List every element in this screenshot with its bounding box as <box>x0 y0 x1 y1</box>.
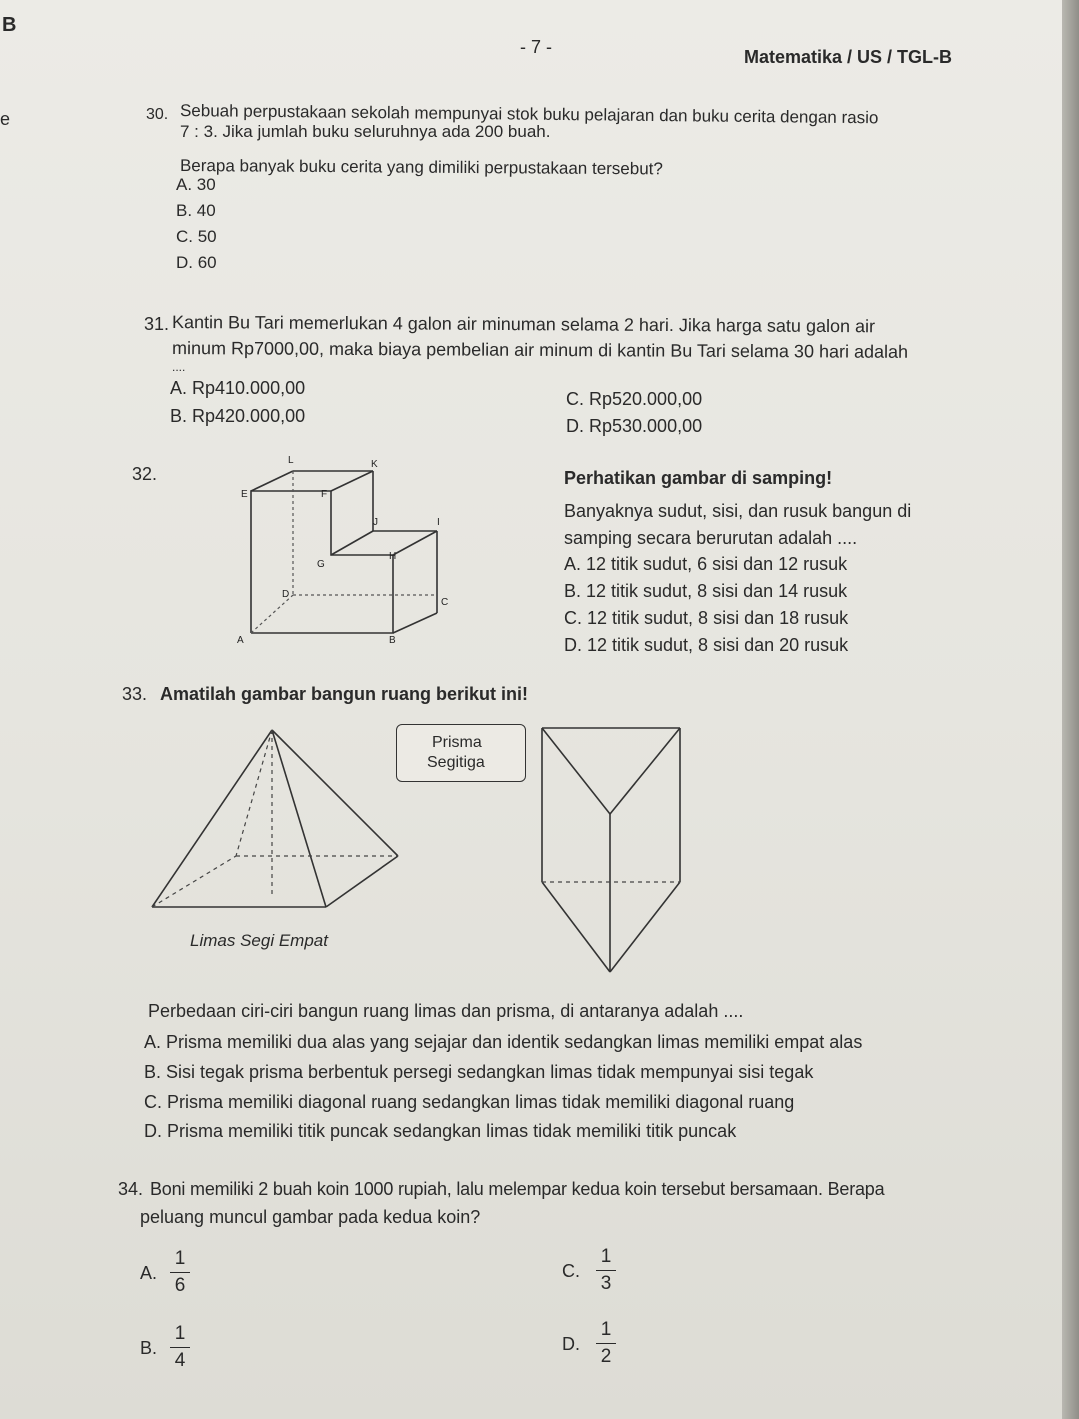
fraction-denominator: 6 <box>174 1275 186 1296</box>
q34-option-d-letter[interactable]: D. <box>562 1334 580 1354</box>
fraction-numerator: 1 <box>174 1323 186 1344</box>
q31-text-line2: minum Rp7000,00, maka biaya pembelian air minum di kantin Bu Tari selama 30 hari adalah <box>171 338 909 362</box>
figure-label-D: D <box>282 589 290 600</box>
q34-text-line2: peluang muncul gambar pada kedua koin? <box>140 1207 481 1227</box>
q33-option-d[interactable]: D. Prisma memiliki titik puncak sedangkan limas tidak memiliki titik puncak <box>144 1121 737 1141</box>
prism-label-line1: Prisma <box>432 734 482 751</box>
q32-option-b[interactable]: B. 12 titik sudut, 8 sisi dan 14 rusuk <box>564 581 848 601</box>
q34-option-b-fraction[interactable] <box>170 1323 190 1372</box>
q33-instruction: Amatilah gambar bangun ruang berikut ini! <box>160 684 529 704</box>
q31-number: 31. <box>144 314 170 334</box>
q31-text-line1: Kantin Bu Tari memerlukan 4 galon air minuman selama 2 hari. Jika harga satu galon air <box>171 312 876 337</box>
corner-letter: B <box>2 14 17 36</box>
q34-number: 34. <box>118 1179 144 1199</box>
page-number: - 7 - <box>520 37 553 57</box>
pyramid-label: Limas Segi Empat <box>190 931 328 950</box>
q34-option-d-fraction[interactable] <box>596 1319 616 1368</box>
q30-text-line1: Sebuah perpustakaan sekolah mempunyai stok buku pelajaran dan buku cerita dengan rasio <box>179 101 879 128</box>
q33-question: Perbedaan ciri-ciri bangun ruang limas dan prisma, di antaranya adalah .... <box>148 1001 744 1021</box>
fraction-bar <box>596 1343 616 1344</box>
figure-label-B: B <box>389 635 396 646</box>
figure-label-G: G <box>317 559 325 570</box>
fraction-denominator: 4 <box>174 1350 186 1371</box>
fraction-bar <box>170 1347 190 1348</box>
q30-question: Berapa banyak buku cerita yang dimiliki perpustakaan tersebut? <box>179 156 663 179</box>
q32-option-c[interactable]: C. 12 titik sudut, 8 sisi dan 18 rusuk <box>564 608 849 628</box>
q32-number: 32. <box>132 464 158 484</box>
q30-option-c[interactable]: C. 50 <box>176 227 217 246</box>
q34-option-c-letter[interactable]: C. <box>562 1261 580 1281</box>
q31-option-d[interactable]: D. Rp530.000,00 <box>566 416 703 436</box>
figure-label-F: F <box>321 489 328 500</box>
q34-text-line1: Boni memiliki 2 buah koin 1000 rupiah, lalu melempar kedua koin tersebut bersamaan. Berapa <box>150 1179 885 1199</box>
fraction-numerator: 1 <box>600 1319 612 1340</box>
figure-label-E: E <box>241 489 248 500</box>
prism-figure <box>536 722 686 978</box>
q33-option-c[interactable]: C. Prisma memiliki diagonal ruang sedangkan limas tidak memiliki diagonal ruang <box>144 1092 795 1112</box>
prism-label-box <box>396 724 526 782</box>
figure-label-K: K <box>371 459 378 470</box>
margin-letter: e <box>0 109 11 129</box>
q30-option-b[interactable]: B. 40 <box>176 201 216 220</box>
q31-option-b[interactable]: B. Rp420.000,00 <box>170 406 306 426</box>
q30-number: 30. <box>146 106 169 123</box>
q31-option-a[interactable]: A. Rp410.000,00 <box>170 378 306 398</box>
q32-option-a[interactable]: A. 12 titik sudut, 6 sisi dan 12 rusuk <box>564 554 848 574</box>
q30-text-line2: 7 : 3. Jika jumlah buku seluruhnya ada 200 buah. <box>180 122 551 141</box>
figure-label-I: I <box>437 517 440 528</box>
q34-option-c-fraction[interactable] <box>596 1246 616 1295</box>
q30-option-d[interactable]: D. 60 <box>176 253 217 272</box>
subject-header: Matematika / US / TGL-B <box>744 47 953 67</box>
q32-option-d[interactable]: D. 12 titik sudut, 8 sisi dan 20 rusuk <box>564 635 849 655</box>
q32-l-shape-figure <box>225 445 465 655</box>
q34-option-b-letter[interactable]: B. <box>140 1338 158 1358</box>
fraction-denominator: 2 <box>600 1346 612 1367</box>
figure-label-J: J <box>373 517 378 528</box>
page-edge-shadow <box>1062 0 1079 1419</box>
q31-text-line3: .... <box>172 360 186 374</box>
q33-option-a[interactable]: A. Prisma memiliki dua alas yang sejajar dan identik sedangkan limas memiliki empat alas <box>144 1032 863 1052</box>
q32-text-line1: Banyaknya sudut, sisi, dan rusuk bangun di <box>564 501 912 521</box>
fraction-denominator: 3 <box>600 1273 612 1294</box>
q33-number: 33. <box>122 684 148 704</box>
fraction-bar <box>596 1270 616 1271</box>
q30-option-a[interactable]: A. 30 <box>176 175 216 194</box>
q31-option-c[interactable]: C. Rp520.000,00 <box>566 389 703 409</box>
figure-label-L: L <box>288 455 294 466</box>
q32-instruction: Perhatikan gambar di samping! <box>564 468 833 488</box>
fraction-bar <box>170 1272 190 1273</box>
fraction-numerator: 1 <box>174 1248 186 1269</box>
q33-option-b[interactable]: B. Sisi tegak prisma berbentuk persegi sedangkan limas tidak mempunyai sisi tegak <box>144 1062 814 1082</box>
q34-option-a-letter[interactable]: A. <box>140 1263 158 1283</box>
q32-text-line2: samping secara berurutan adalah .... <box>564 528 858 548</box>
fraction-numerator: 1 <box>600 1246 612 1267</box>
q34-option-a-fraction[interactable] <box>170 1248 190 1297</box>
figure-label-C: C <box>441 597 449 608</box>
prism-label-line2: Segitiga <box>427 754 485 771</box>
figure-label-A: A <box>237 635 244 646</box>
pyramid-figure <box>140 725 410 920</box>
figure-label-H: H <box>389 551 397 562</box>
